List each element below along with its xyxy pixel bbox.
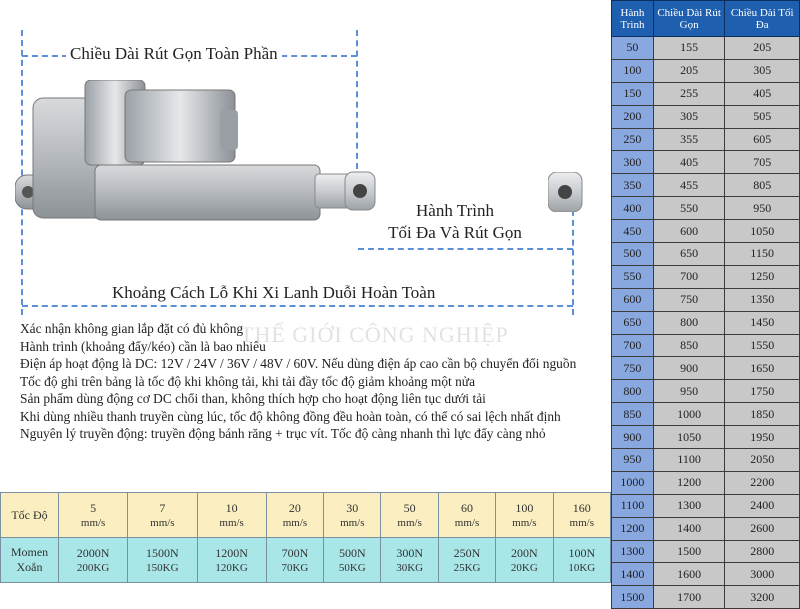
stroke-cell: 1500 (612, 586, 654, 609)
stroke-label-line2: Tối Đa Và Rút Gọn (388, 223, 522, 242)
watermark: THẾ GIỚI CÔNG NGHIỆP (240, 322, 509, 347)
force-label-line1: Momen (10, 545, 49, 559)
max-length-cell: 1150 (725, 243, 800, 266)
max-length-cell: 1650 (725, 357, 800, 380)
max-length-cell: 1750 (725, 380, 800, 403)
retracted-length-cell: 750 (653, 288, 725, 311)
force-cell (197, 538, 266, 583)
max-length-cell: 950 (725, 197, 800, 220)
retracted-length-cell: 600 (653, 220, 725, 243)
max-length-cell: 1450 (725, 311, 800, 334)
extended-distance-label: Khoảng Cách Lỗ Khi Xi Lanh Duỗi Hoàn Toàn (108, 283, 439, 303)
stroke-cell: 1200 (612, 517, 654, 540)
speed-row-label: Tốc Độ (1, 493, 59, 538)
retracted-length-cell: 550 (653, 197, 725, 220)
header-max-length: Chiều Dài Tối Đa (725, 1, 800, 37)
stroke-end-line (572, 200, 574, 315)
stroke-spec-table (611, 0, 800, 609)
speed-cell (266, 493, 323, 538)
spec-row (612, 128, 800, 151)
max-length-cell: 1350 (725, 288, 800, 311)
stroke-cell: 650 (612, 311, 654, 334)
max-length-cell: 605 (725, 128, 800, 151)
force-kg: 30KG (396, 562, 424, 574)
stroke-cell: 1400 (612, 563, 654, 586)
force-kg: 120KG (215, 562, 248, 574)
spec-row (612, 426, 800, 449)
spec-row (612, 311, 800, 334)
stroke-cell: 300 (612, 151, 654, 174)
retracted-length-cell: 700 (653, 265, 725, 288)
stroke-cell: 50 (612, 37, 654, 60)
retracted-length-cell: 305 (653, 105, 725, 128)
force-kg: 150KG (146, 562, 179, 574)
max-length-cell: 3000 (725, 563, 800, 586)
retracted-length-cell: 1300 (653, 494, 725, 517)
note-item: Nguyên lý truyền động: truyền động bánh răng + trục vít. Tốc độ càng nhanh thì lực đẩy càng nhỏ (20, 426, 546, 441)
max-length-cell: 3200 (725, 586, 800, 609)
force-label-line2: Xoắn (16, 560, 43, 574)
spec-row (612, 288, 800, 311)
linear-actuator-image (15, 80, 380, 230)
stroke-cell: 800 (612, 380, 654, 403)
speed-cell (128, 493, 197, 538)
speed-unit: mm/s (454, 517, 480, 529)
speed-unit: mm/s (219, 517, 244, 529)
speed-unit: mm/s (512, 517, 537, 529)
spec-row (612, 220, 800, 243)
stroke-cell: 850 (612, 403, 654, 426)
max-length-cell: 1550 (725, 334, 800, 357)
max-length-cell: 1250 (725, 265, 800, 288)
spec-row (612, 540, 800, 563)
force-kg: 25KG (453, 562, 481, 574)
stroke-label-line1: Hành Trình (416, 201, 494, 220)
force-kg: 10KG (568, 562, 596, 574)
stroke-cell: 400 (612, 197, 654, 220)
speed-unit: mm/s (150, 517, 175, 529)
retracted-length-cell: 155 (653, 37, 725, 60)
stroke-cell: 100 (612, 59, 654, 82)
stroke-cell: 450 (612, 220, 654, 243)
spec-row (612, 59, 800, 82)
retracted-length-cell: 1050 (653, 426, 725, 449)
note-item: Sản phẩm dùng động cơ DC chổi than, không thích hợp cho hoạt động liên tục dưới tải (20, 391, 486, 406)
spec-row (612, 265, 800, 288)
speed-value: 100 (515, 501, 534, 515)
force-newton: 200N (511, 546, 538, 560)
force-cell (128, 538, 197, 583)
speed-value: 10 (225, 501, 238, 515)
stroke-cell: 550 (612, 265, 654, 288)
retracted-length-cell: 1400 (653, 517, 725, 540)
retracted-length-cell: 455 (653, 174, 725, 197)
speed-value: 5 (90, 501, 97, 515)
spec-row (612, 494, 800, 517)
stroke-cell: 1100 (612, 494, 654, 517)
note-item: Hành trình (khoảng đẩy/kéo) cần là bao nhiêu (20, 338, 266, 354)
retracted-length-cell: 1500 (653, 540, 725, 563)
spec-row (612, 334, 800, 357)
force-kg: 20KG (510, 562, 538, 574)
speed-cell (553, 493, 610, 538)
stroke-cell: 200 (612, 105, 654, 128)
force-newton: 250N (453, 546, 481, 560)
stroke-cell: 150 (612, 82, 654, 105)
retracted-length-cell: 255 (653, 82, 725, 105)
max-length-cell: 1950 (725, 426, 800, 449)
force-newton: 700N (281, 546, 309, 560)
retracted-length-cell: 1100 (653, 449, 725, 472)
stroke-cell: 600 (612, 288, 654, 311)
stroke-dim-line (358, 248, 573, 250)
spec-row (612, 449, 800, 472)
spec-row (612, 357, 800, 380)
speed-cell (197, 493, 266, 538)
rod-end-image (548, 172, 584, 212)
max-length-cell: 405 (725, 82, 800, 105)
note-item: Xác nhận không gian lắp đặt có đủ không (20, 321, 244, 336)
max-length-cell: 205 (725, 37, 800, 60)
retracted-length-cell: 850 (653, 334, 725, 357)
force-kg: 70KG (281, 562, 309, 574)
notes-list (20, 320, 610, 443)
force-cell (59, 538, 128, 583)
force-row (1, 538, 611, 583)
max-length-cell: 1050 (725, 220, 800, 243)
max-length-cell: 305 (725, 59, 800, 82)
max-length-cell: 2600 (725, 517, 800, 540)
max-length-cell: 805 (725, 174, 800, 197)
header-retracted-length: Chiều Dài Rút Gọn (653, 1, 725, 37)
retracted-length-cell: 1200 (653, 471, 725, 494)
max-length-cell: 2400 (725, 494, 800, 517)
retracted-length-cell: 1000 (653, 403, 725, 426)
note-item: Tốc độ ghi trên bảng là tốc độ khi không tải, khi tải đầy tốc độ giảm khoảng một nửa (20, 373, 476, 389)
force-cell (381, 538, 438, 583)
force-newton: 300N (396, 546, 423, 560)
spec-row (612, 243, 800, 266)
force-cell (496, 538, 553, 583)
force-newton: 1500N (146, 546, 179, 560)
speed-value: 30 (346, 501, 359, 515)
note-item: Khi dùng nhiều thanh truyền cùng lúc, tốc độ không đồng đều hoàn toàn, có thể có sai lệch nhất định (20, 408, 561, 424)
speed-cell (59, 493, 128, 538)
stroke-cell: 950 (612, 449, 654, 472)
header-stroke: Hành Trình (612, 1, 654, 37)
force-cell (553, 538, 610, 583)
retracted-length-cell: 950 (653, 380, 725, 403)
spec-row (612, 403, 800, 426)
note-item: Điện áp hoạt động là DC: 12V / 24V / 36V / 48V / 60V. Nếu dùng điện áp cao cần bộ chuyển đổi nguồn (20, 356, 577, 371)
stroke-cell: 500 (612, 243, 654, 266)
force-newton: 1200N (215, 546, 248, 560)
speed-value: 50 (403, 501, 416, 515)
retracted-length-cell: 205 (653, 59, 725, 82)
spec-row (612, 380, 800, 403)
speed-unit: mm/s (397, 517, 422, 529)
retracted-length-cell: 900 (653, 357, 725, 380)
force-newton: 100N (568, 546, 596, 560)
force-newton: 500N (338, 546, 366, 560)
spec-row (612, 471, 800, 494)
spec-row (612, 82, 800, 105)
speed-value: 160 (572, 501, 591, 515)
speed-value: 7 (159, 501, 166, 515)
force-row-label (1, 538, 59, 583)
retracted-length-cell: 405 (653, 151, 725, 174)
stroke-cell: 1300 (612, 540, 654, 563)
retracted-length-cell: 1600 (653, 563, 725, 586)
retracted-length-cell: 1700 (653, 586, 725, 609)
stroke-cell: 900 (612, 426, 654, 449)
speed-unit: mm/s (569, 517, 594, 529)
retracted-length-cell: 650 (653, 243, 725, 266)
spec-row (612, 151, 800, 174)
speed-row (1, 493, 611, 538)
stroke-cell: 750 (612, 357, 654, 380)
stroke-cell: 350 (612, 174, 654, 197)
max-length-cell: 505 (725, 105, 800, 128)
spec-row (612, 517, 800, 540)
speed-cell (324, 493, 381, 538)
retracted-length-cell: 800 (653, 311, 725, 334)
force-newton: 2000N (76, 546, 110, 560)
spec-row (612, 586, 800, 609)
retracted-length-label: Chiều Dài Rút Gọn Toàn Phần (66, 44, 282, 64)
max-length-cell: 2050 (725, 449, 800, 472)
force-kg: 200KG (76, 562, 110, 574)
spec-table-body (612, 37, 800, 609)
spec-row (612, 105, 800, 128)
speed-cell (381, 493, 438, 538)
spec-row (612, 197, 800, 220)
stroke-cell: 250 (612, 128, 654, 151)
max-length-cell: 705 (725, 151, 800, 174)
stroke-cell: 700 (612, 334, 654, 357)
speed-value: 20 (288, 501, 301, 515)
speed-force-table (0, 492, 611, 583)
max-length-cell: 2800 (725, 540, 800, 563)
spec-row (612, 174, 800, 197)
max-length-cell: 1850 (725, 403, 800, 426)
max-length-cell: 2200 (725, 471, 800, 494)
retracted-length-cell: 355 (653, 128, 725, 151)
stroke-label (355, 200, 555, 244)
speed-unit: mm/s (80, 517, 106, 529)
speed-cell (496, 493, 553, 538)
extended-dim-line (22, 305, 573, 307)
speed-unit: mm/s (282, 517, 308, 529)
force-kg: 50KG (338, 562, 366, 574)
force-cell (266, 538, 323, 583)
spec-row (612, 37, 800, 60)
speed-value: 60 (461, 501, 473, 515)
force-cell (324, 538, 381, 583)
speed-unit: mm/s (340, 517, 365, 529)
speed-cell (438, 493, 495, 538)
stroke-cell: 1000 (612, 471, 654, 494)
spec-row (612, 563, 800, 586)
force-cell (438, 538, 495, 583)
